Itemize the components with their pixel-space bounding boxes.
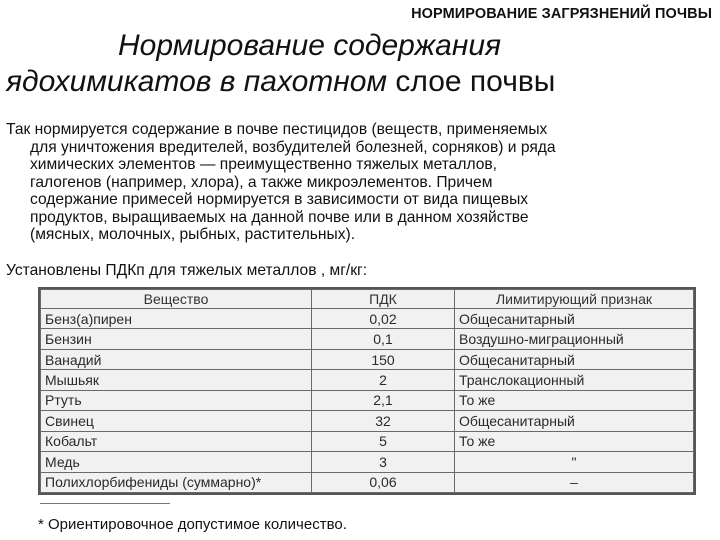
cell-pdk: 150 <box>312 349 455 369</box>
cell-pdk: 0,02 <box>312 309 455 329</box>
cell-feature: То же <box>455 431 694 451</box>
cell-substance: Кобальт <box>41 431 312 451</box>
pdk-table-image <box>38 287 696 495</box>
cell-feature: " <box>455 452 694 472</box>
cell-pdk: 3 <box>312 452 455 472</box>
slide-title <box>0 28 720 100</box>
paragraph-line: для уничтожения вредителей, возбудителей болезней, сорняков) и ряда <box>30 138 556 156</box>
table-row <box>41 390 694 410</box>
paragraph-line: химических элементов — преимущественно тяжелых металлов, <box>30 156 498 173</box>
cell-substance: Бенз(а)пирен <box>41 309 312 329</box>
cell-substance: Полихлорбифениды (суммарно)* <box>41 472 312 493</box>
title-line-1: Нормирование содержания <box>118 29 502 62</box>
cell-feature: То же <box>455 390 694 410</box>
cell-feature: Общесанитарный <box>455 349 694 369</box>
table-row <box>41 452 694 472</box>
table-header-row <box>41 290 694 309</box>
cell-pdk: 5 <box>312 431 455 451</box>
cell-pdk: 32 <box>312 411 455 431</box>
body-paragraph <box>6 121 718 244</box>
cell-pdk: 0,06 <box>312 472 455 493</box>
paragraph-line: галогенов (например, хлора), а также микроэлементов. Причем <box>30 173 493 191</box>
column-header-substance: Вещество <box>41 290 312 309</box>
cell-substance: Ртуть <box>41 390 312 410</box>
cell-substance: Медь <box>41 452 312 472</box>
cell-substance: Мышьяк <box>41 370 312 390</box>
column-header-limiting-feature: Лимитирующий признак <box>455 290 694 309</box>
cell-pdk: 2 <box>312 370 455 390</box>
paragraph-line: (мясных, молочных, рыбных, растительных). <box>30 226 356 243</box>
column-header-pdk: ПДК <box>312 290 455 309</box>
cell-substance: Ванадий <box>41 349 312 369</box>
title-line-2-plain: слое почвы <box>387 65 556 98</box>
title-line-2-italic: ядохимикатов в пахотном <box>6 65 388 98</box>
table-caption: Установлены ПДКп для тяжелых металлов , мг/кг: <box>6 262 368 279</box>
paragraph-line: продуктов, выращиваемых на данной почве или в данном хозяйстве <box>30 208 529 226</box>
table-row <box>41 472 694 493</box>
table-row <box>41 309 694 329</box>
title-line-2 <box>0 64 720 100</box>
cell-feature: – <box>455 472 694 493</box>
paragraph-line: Так нормируется содержание в почве пестицидов (веществ, применяемых <box>6 121 548 138</box>
slide-header: НОРМИРОВАНИЕ ЗАГРЯЗНЕНИЙ ПОЧВЫ <box>411 6 712 22</box>
footnote-divider <box>40 503 170 504</box>
paragraph-line: содержание примесей нормируется в зависимости от вида пищевых <box>30 191 529 208</box>
footnote: * Ориентировочное допустимое количество. <box>38 516 347 533</box>
table-row <box>41 370 694 390</box>
table-row <box>41 349 694 369</box>
cell-substance: Бензин <box>41 329 312 349</box>
cell-feature: Воздушно-миграционный <box>455 329 694 349</box>
cell-feature: Общесанитарный <box>455 411 694 431</box>
table-row <box>41 329 694 349</box>
cell-feature: Общесанитарный <box>455 309 694 329</box>
cell-pdk: 2,1 <box>312 390 455 410</box>
table-row <box>41 411 694 431</box>
cell-substance: Свинец <box>41 411 312 431</box>
cell-feature: Транслокационный <box>455 370 694 390</box>
cell-pdk: 0,1 <box>312 329 455 349</box>
pdk-table <box>40 289 694 493</box>
table-row <box>41 431 694 451</box>
